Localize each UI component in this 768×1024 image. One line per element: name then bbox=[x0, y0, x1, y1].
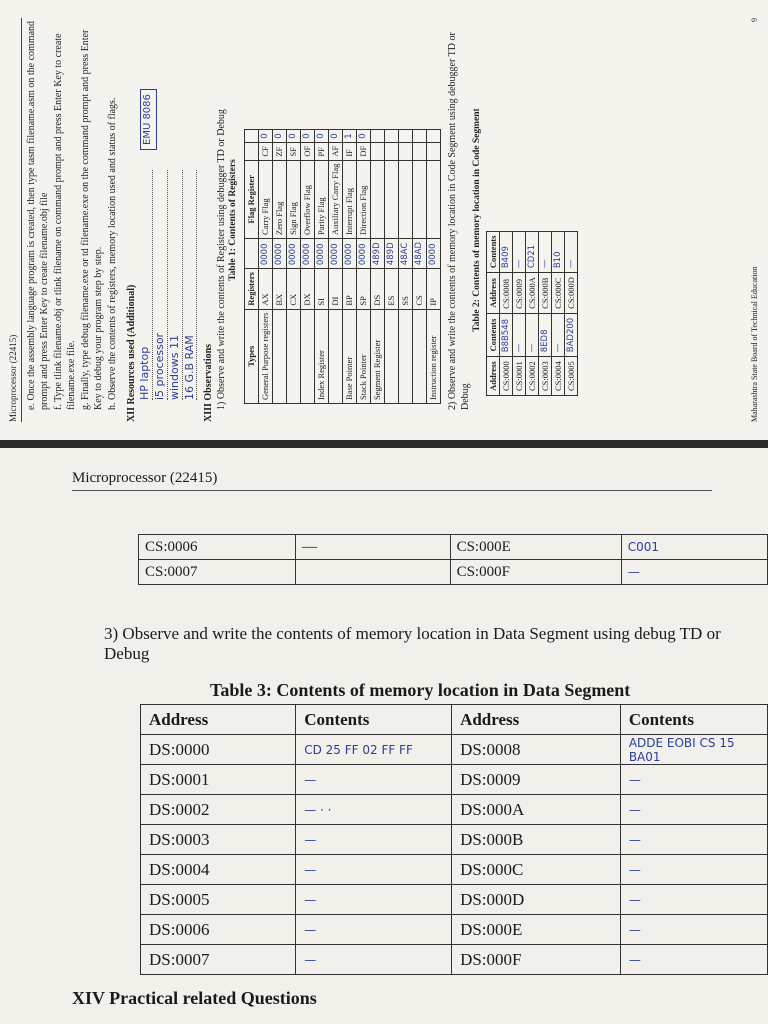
table-row bbox=[287, 130, 301, 404]
table3-caption: Table 3: Contents of memory location in Data Segment bbox=[210, 680, 631, 700]
page-header: Microprocessor (22415) bbox=[72, 470, 712, 491]
table-row bbox=[141, 795, 768, 825]
table-cell: ES bbox=[385, 269, 399, 310]
code-segment-continued-table bbox=[138, 534, 768, 585]
observations-title: XIII Observations bbox=[203, 343, 215, 422]
page-scan-2 bbox=[0, 448, 768, 1024]
table-cell: 1 bbox=[343, 130, 357, 142]
table-cell bbox=[385, 160, 399, 238]
table-cell: — bbox=[296, 915, 452, 945]
table2-caption: Table 2: Contents of memory location in Code Segment bbox=[472, 108, 483, 332]
table-cell: 0 bbox=[357, 130, 371, 142]
table-row bbox=[141, 765, 768, 795]
table-cell: Carry Flag bbox=[259, 160, 273, 238]
table-cell: — bbox=[620, 765, 767, 795]
table-cell: Zero Flag bbox=[273, 160, 287, 238]
table-cell: IP bbox=[427, 269, 441, 310]
table-cell: CD21 bbox=[526, 231, 539, 273]
table-header-cell: Address bbox=[452, 705, 621, 735]
table-cell: PF bbox=[315, 142, 329, 160]
table-row bbox=[139, 560, 768, 585]
table-cell: IF bbox=[343, 142, 357, 160]
step-e: e. Once the assembly language program is created, then type tasm filename.asm on the command prompt and press Enter Key to create filename.obj file bbox=[26, 20, 50, 410]
table-cell: 48AC bbox=[399, 238, 413, 268]
table-cell bbox=[385, 142, 399, 160]
table-cell bbox=[427, 142, 441, 160]
table-cell: — bbox=[620, 855, 767, 885]
table-cell: CS:000B bbox=[539, 273, 552, 314]
table-row bbox=[343, 130, 357, 404]
resource-item: HP laptop bbox=[138, 170, 153, 400]
observation-2: 2) Observe and write the contents of memory location in Code Segment using debugger TD or Debug bbox=[447, 32, 471, 410]
table-row bbox=[141, 735, 768, 765]
table-row bbox=[259, 130, 273, 404]
table-row bbox=[301, 130, 315, 404]
step-g: g. Finally, type debug filename.exe or td filename.exe on the command prompt and press Enter Key to debug your program step by step. bbox=[80, 29, 104, 410]
resource-item: windows 11 bbox=[168, 170, 183, 400]
procedure-steps bbox=[26, 18, 120, 422]
table-cell: CS bbox=[413, 269, 427, 310]
table-cell: CS:0009 bbox=[513, 273, 526, 314]
table-cell: CF bbox=[259, 142, 273, 160]
table-cell: — · · bbox=[296, 795, 452, 825]
table-cell bbox=[427, 130, 441, 142]
table-cell: — bbox=[513, 231, 526, 273]
table-cell: 0000 bbox=[273, 238, 287, 268]
table-cell: Segment Register bbox=[371, 309, 385, 403]
table-cell: DS:0003 bbox=[141, 825, 296, 855]
table-row bbox=[539, 231, 552, 395]
table-row bbox=[427, 130, 441, 404]
table-row bbox=[141, 885, 768, 915]
table-cell: — bbox=[620, 885, 767, 915]
rotated-content bbox=[0, 0, 768, 440]
table-cell bbox=[295, 560, 450, 585]
table-cell: 0 bbox=[315, 130, 329, 142]
table-cell: AF bbox=[329, 142, 343, 160]
table-cell bbox=[371, 142, 385, 160]
table-cell: DI bbox=[329, 269, 343, 310]
table-row bbox=[357, 130, 371, 404]
table-cell: — bbox=[295, 535, 450, 560]
table-cell: CS:0005 bbox=[565, 357, 578, 396]
table-row bbox=[565, 231, 578, 395]
table-cell: BAD200 bbox=[565, 313, 578, 356]
table-cell: AX bbox=[259, 269, 273, 310]
table-cell: DS:0002 bbox=[141, 795, 296, 825]
table-cell: CX bbox=[287, 269, 301, 310]
table-cell: DS:0004 bbox=[141, 855, 296, 885]
table-cell bbox=[385, 130, 399, 142]
table-cell: DS:0009 bbox=[452, 765, 621, 795]
table-row bbox=[552, 231, 565, 395]
table-cell bbox=[427, 160, 441, 238]
table-row bbox=[273, 130, 287, 404]
code-segment-table bbox=[486, 231, 578, 396]
table-row bbox=[500, 231, 513, 395]
table-cell: Stack Pointer bbox=[357, 309, 371, 403]
table-cell: 0000 bbox=[357, 238, 371, 268]
table-cell: — bbox=[296, 765, 452, 795]
table-cell: General Purpose registers bbox=[259, 309, 273, 403]
registers-table bbox=[244, 129, 441, 404]
table-cell: ADDE EOBI CS 15 BA01 bbox=[620, 735, 767, 765]
table-header-cell: Address bbox=[487, 357, 500, 396]
table-cell: — bbox=[565, 231, 578, 273]
table-cell: DS:000F bbox=[452, 945, 621, 975]
table-cell: DS:0007 bbox=[141, 945, 296, 975]
table-cell: B10 bbox=[552, 231, 565, 273]
table-cell: 0 bbox=[273, 130, 287, 142]
table-cell: — bbox=[621, 560, 767, 585]
table-row bbox=[329, 130, 343, 404]
page-scan-rotated bbox=[0, 0, 768, 440]
table-cell: — bbox=[513, 313, 526, 356]
table-cell: CS:0004 bbox=[552, 357, 565, 396]
table-cell: Base Pointer bbox=[343, 309, 357, 403]
table-cell bbox=[329, 309, 343, 403]
table-cell: CS:0000 bbox=[500, 357, 513, 396]
table-header-cell: Types bbox=[245, 309, 259, 403]
table-header-cell: Address bbox=[141, 705, 296, 735]
table-cell: SF bbox=[287, 142, 301, 160]
table-header-cell: Contents bbox=[296, 705, 452, 735]
table-cell: 0 bbox=[329, 130, 343, 142]
table-header-cell: Registers bbox=[245, 269, 259, 310]
table-row bbox=[526, 231, 539, 395]
table-cell: 0000 bbox=[427, 238, 441, 268]
table-cell: DS:0001 bbox=[141, 765, 296, 795]
table-cell: 0 bbox=[259, 130, 273, 142]
table-cell: BX bbox=[273, 269, 287, 310]
table-row bbox=[139, 535, 768, 560]
page-footer bbox=[750, 18, 760, 422]
table-header-cell: Contents bbox=[487, 313, 500, 356]
table-cell: CS:000A bbox=[526, 273, 539, 314]
table-cell bbox=[385, 309, 399, 403]
resources-list bbox=[138, 18, 197, 400]
table-row bbox=[413, 130, 427, 404]
table-cell: DS:000D bbox=[452, 885, 621, 915]
footer-board: Maharashtra State Board of Technical Education bbox=[750, 266, 759, 422]
table-cell: B409 bbox=[500, 231, 513, 273]
data-segment-table bbox=[140, 704, 768, 975]
table-cell: DS:000E bbox=[452, 915, 621, 945]
table-cell bbox=[399, 142, 413, 160]
table-cell: — bbox=[552, 313, 565, 356]
table-row bbox=[141, 915, 768, 945]
table-cell: DS:0006 bbox=[141, 915, 296, 945]
table-cell: 0000 bbox=[301, 238, 315, 268]
resource-item: i5 processor bbox=[153, 170, 168, 400]
table-cell bbox=[273, 309, 287, 403]
table1-caption: Table 1: Contents of Registers bbox=[228, 159, 239, 281]
observation-1: 1) Observe and write the contents of Register using debugger TD or Debug bbox=[215, 109, 227, 410]
question-3: 3) Observe and write the contents of memory location in Data Segment using debug TD or Debug bbox=[104, 624, 721, 664]
table-cell: SP bbox=[357, 269, 371, 310]
table-cell: Interrupt Flag bbox=[343, 160, 357, 238]
table-cell: — bbox=[620, 795, 767, 825]
table-cell: Parity Flag bbox=[315, 160, 329, 238]
table-cell: — bbox=[526, 313, 539, 356]
table-cell: 48AD bbox=[413, 238, 427, 268]
table-cell: 0000 bbox=[287, 238, 301, 268]
table-cell: CS:0008 bbox=[500, 273, 513, 314]
table-cell: Auxiliary Carry Flag bbox=[329, 160, 343, 238]
table-cell bbox=[301, 309, 315, 403]
table-header-cell: Contents bbox=[620, 705, 767, 735]
table-cell: Sign Flag bbox=[287, 160, 301, 238]
table-row bbox=[371, 130, 385, 404]
table-cell: SI bbox=[315, 269, 329, 310]
table-cell: CS:000F bbox=[450, 560, 621, 585]
table-cell bbox=[413, 309, 427, 403]
table-cell: DS:000C bbox=[452, 855, 621, 885]
table-cell: Direction Flag bbox=[357, 160, 371, 238]
table-header-cell bbox=[245, 238, 259, 268]
table-cell: CS:0007 bbox=[139, 560, 296, 585]
table-cell: Instruction register bbox=[427, 309, 441, 403]
table-header-cell: Flag Register bbox=[245, 160, 259, 238]
table-header-cell: Contents bbox=[487, 231, 500, 273]
table-cell: — bbox=[620, 825, 767, 855]
table-cell: DS bbox=[371, 269, 385, 310]
table-cell: CS:000D bbox=[565, 273, 578, 314]
table-header-cell bbox=[245, 142, 259, 160]
table-cell: DS:000B bbox=[452, 825, 621, 855]
table-cell: CS:0003 bbox=[539, 357, 552, 396]
table-cell bbox=[399, 160, 413, 238]
table-row bbox=[315, 130, 329, 404]
step-h: h. Observe the contents of registers, memory location used and status of flags. bbox=[107, 97, 119, 410]
table-cell: ZF bbox=[273, 142, 287, 160]
resources-title: XII Resources used (Additional) bbox=[125, 284, 137, 422]
handwritten-stamp: EMU 8086 bbox=[140, 89, 157, 150]
table-cell: BP bbox=[343, 269, 357, 310]
table-cell: CS:0002 bbox=[526, 357, 539, 396]
table-cell: 489D bbox=[385, 238, 399, 268]
table-cell: 0 bbox=[301, 130, 315, 142]
table-cell: DS:0005 bbox=[141, 885, 296, 915]
table-cell bbox=[371, 160, 385, 238]
table-cell: OF bbox=[301, 142, 315, 160]
table-cell: — bbox=[296, 855, 452, 885]
table-cell: DS:0008 bbox=[452, 735, 621, 765]
table-row bbox=[141, 945, 768, 975]
table-header-cell bbox=[245, 130, 259, 142]
table-cell bbox=[413, 130, 427, 142]
section-xiv-title: XIV Practical related Questions bbox=[72, 988, 317, 1008]
table-cell: 0000 bbox=[329, 238, 343, 268]
table-cell: CS:000E bbox=[450, 535, 621, 560]
table-row bbox=[385, 130, 399, 404]
table-cell: CS:0006 bbox=[139, 535, 296, 560]
table-cell: DX bbox=[301, 269, 315, 310]
table-cell: — bbox=[620, 945, 767, 975]
table-cell: CD 25 FF 02 FF FF bbox=[296, 735, 452, 765]
resource-item: 16 G.B RAM bbox=[183, 170, 198, 400]
table-cell bbox=[287, 309, 301, 403]
table-cell bbox=[399, 309, 413, 403]
table-cell: — bbox=[296, 945, 452, 975]
table-cell: — bbox=[620, 915, 767, 945]
table-row bbox=[399, 130, 413, 404]
table-row bbox=[141, 825, 768, 855]
table-cell: 0000 bbox=[315, 238, 329, 268]
page-number: 9 bbox=[750, 18, 759, 22]
table-row bbox=[513, 231, 526, 395]
table-cell bbox=[399, 130, 413, 142]
table-cell: B8B548 bbox=[500, 313, 513, 356]
table-cell: 0 bbox=[287, 130, 301, 142]
table-cell: 0000 bbox=[343, 238, 357, 268]
table-cell: — bbox=[296, 885, 452, 915]
table-header-cell: Address bbox=[487, 273, 500, 314]
table-cell: — bbox=[296, 825, 452, 855]
table-cell: DF bbox=[357, 142, 371, 160]
table-cell: DS:0000 bbox=[141, 735, 296, 765]
table-cell: CS:0001 bbox=[513, 357, 526, 396]
table-cell: 0000 bbox=[259, 238, 273, 268]
table-cell: CS:000C bbox=[552, 273, 565, 314]
table-cell: DS:000A bbox=[452, 795, 621, 825]
table-row bbox=[141, 855, 768, 885]
table-cell bbox=[371, 130, 385, 142]
table-cell: 489D bbox=[371, 238, 385, 268]
table-cell: — bbox=[539, 231, 552, 273]
page-header: Microprocessor (22415) bbox=[8, 18, 22, 422]
table-cell: Overflow Flag bbox=[301, 160, 315, 238]
step-f: f. Type tlink filename.obj or tlink filename on command prompt and press Enter Key to create filename.exe file. bbox=[53, 33, 77, 410]
table-cell: C001 bbox=[621, 535, 767, 560]
table-cell: SS bbox=[399, 269, 413, 310]
table-cell bbox=[413, 160, 427, 238]
table-cell: 8ED8 bbox=[539, 313, 552, 356]
table-cell bbox=[413, 142, 427, 160]
table-cell: Index Register bbox=[315, 309, 329, 403]
page-divider bbox=[0, 440, 768, 448]
